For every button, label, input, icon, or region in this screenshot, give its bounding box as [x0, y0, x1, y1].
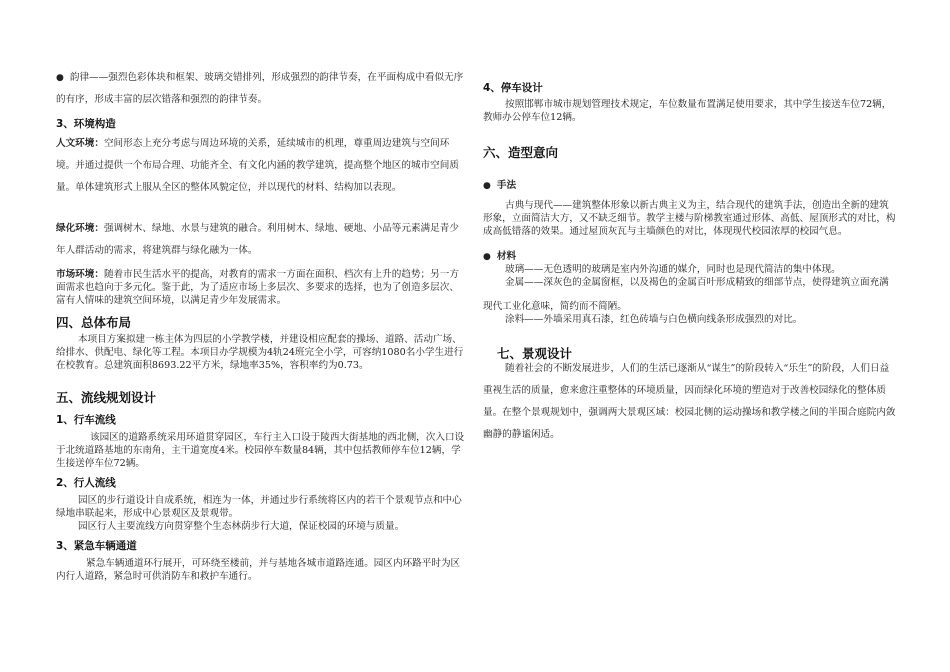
emergency-heading: 3、紧急车辆通道 — [56, 540, 137, 552]
rhythm-text: 韵律——强烈色彩体块和框架、玻璃交错排列，形成强烈的韵律节奏，在平面构成中看似无序的有序，形成丰富的层次错落和强烈的韵律节奏。 — [56, 72, 464, 105]
landscape-paragraph — [483, 358, 896, 446]
landscape-text: 随着社会的不断发展进步，人们的生活已逐渐从“谋生”的阶段转入“乐生”的阶段，人们日益重视生活的质量，愈来愈注重整体的环境质量，因而绿化环境的塑造对于改善校园绿化的整体质量。在整个景观规划中，强调两大景观区域：校园北侧的运动操场和教学楼之间的半围合庭院内敛幽静的静谧闲适。 — [483, 363, 896, 440]
emergency-paragraph — [56, 557, 468, 583]
paint-text: 涂料——外墙采用真石漆，红色砖墙与白色横向线条形成强烈的对比。 — [505, 314, 803, 325]
emergency-text: 紧急车辆通道环行展开，可环绕至楼前，并与基地各城市道路连通。园区内环路平时为区内行人道路，紧急时可供消防车和救护车通行。 — [56, 558, 461, 582]
market-label: 市场环境： — [56, 269, 104, 280]
material-heading — [483, 250, 896, 264]
metal-text: 金属——深灰色的金属窗框，以及褐色的金属百叶形成精致的细部节点，使得建筑立面充满现代工业化意味，简约而不简陋。 — [483, 277, 889, 312]
greening-text: 强调树木、绿地、水景与建筑的融合。利用树木、绿地、硬地、小品等元素满足青少年人群活动的需求，将建筑群与绿化融为一体。 — [56, 223, 459, 256]
humanities-text: 空间形态上充分考虑与周边环境的关系，延续城市的机理，尊重周边建筑与空间环境。并通过提供一个布局合理、功能齐全、有文化内涵的教学建筑，提高整个地区的城市空间质量。单体建筑形式上服从全区的整体风貌定位，并以现代的材料、结构加以表现。 — [56, 138, 459, 193]
technique-text: 古典与现代——建筑整体形象以新古典主义为主，结合现代的建筑手法，创造出全新的建筑形象，立面简洁大方，又不缺乏细节。教学主楼与阶梯教室通过形体、高低、屋顶形式的对比，构成高低错落的效果。通过屋顶灰瓦与主墙颜色的对比，体现现代校园浓厚的校园气息。 — [483, 200, 896, 237]
rhythm-paragraph — [56, 67, 468, 111]
form-heading: 六、造型意向 — [483, 145, 559, 160]
parking-heading: 4、停车设计 — [483, 82, 543, 94]
greening-label: 绿化环境： — [56, 223, 104, 234]
pedestrian-text-2: 园区行人主要流线方向贯穿整个生态林荫步行大道，保证校园的环境与质量。 — [78, 521, 405, 532]
technique-label: 手法 — [496, 180, 517, 191]
layout-heading: 四、总体布局 — [56, 315, 132, 330]
flow-heading: 五、流线规划设计 — [56, 390, 157, 405]
metal-paragraph — [483, 271, 896, 319]
humanities-label: 人文环境： — [56, 138, 104, 149]
bullet-icon: ● — [483, 181, 491, 191]
technique-heading — [483, 179, 896, 193]
bullet-icon: ● — [483, 252, 491, 262]
paint-paragraph — [483, 313, 896, 326]
glass-text: 玻璃——无色透明的玻璃是室内外沟通的媒介，同时也是现代简洁的集中体现。 — [505, 264, 841, 275]
pedestrian-paragraph-2 — [56, 520, 468, 533]
humanities-paragraph — [56, 133, 466, 199]
landscape-heading: 七、景观设计 — [497, 346, 573, 361]
layout-paragraph — [56, 333, 468, 372]
traffic-text: 该园区的道路系统采用环道贯穿园区，车行主入口设于陵西大街基地的西北侧，次入口设于北统道路基地的东南角，主干道宽度4米。校园停车数量84辆，其中包括教师停车位12辆，学生接送停车位72辆。 — [56, 432, 465, 469]
pedestrian-text-1: 园区的步行道设计自成系统，相连为一体，并通过步行系统将区内的若干个景观节点和中心绿地串联起来，形成中心景观区及景观带。 — [56, 495, 462, 519]
parking-text: 按照邯郸市城市规划管理技术规定，车位数量布置满足使用要求，其中学生接送车位72辆，教师办公停车位12辆。 — [483, 99, 892, 123]
traffic-paragraph — [56, 431, 466, 470]
market-text: 随着市民生活水平的提高，对教育的需求一方面在面积、档次有上升的趋势；另一方面需求也趋向于多元化。鉴于此，为了适应市场上多层次、多要求的选择，也为了创造多层次、富有人情味的建筑空间环境，以满足青少年发展需求。 — [56, 269, 459, 306]
traffic-heading: 1、行车流线 — [56, 414, 116, 426]
parking-paragraph — [483, 98, 896, 124]
pedestrian-heading: 2、行人流线 — [56, 477, 116, 489]
layout-text: 本项目方案拟建一栋主体为四层的小学教学楼，并建设相应配套的操场、道路、活动广场、给排水、供配电、绿化等工程。本项目办学规模为4轨24班完全小学，可容纳1080名小学生进行在校教育。总建筑面积8693.22平方米，绿地率35%，容积率约为0.73。 — [56, 334, 464, 371]
env-heading: 3、环境构造 — [56, 118, 116, 130]
material-label: 材料 — [496, 251, 517, 262]
greening-paragraph — [56, 218, 466, 262]
bullet-icon: ● — [56, 73, 64, 83]
market-paragraph — [56, 268, 468, 307]
pedestrian-paragraph-1 — [56, 494, 468, 520]
technique-paragraph — [483, 199, 896, 238]
